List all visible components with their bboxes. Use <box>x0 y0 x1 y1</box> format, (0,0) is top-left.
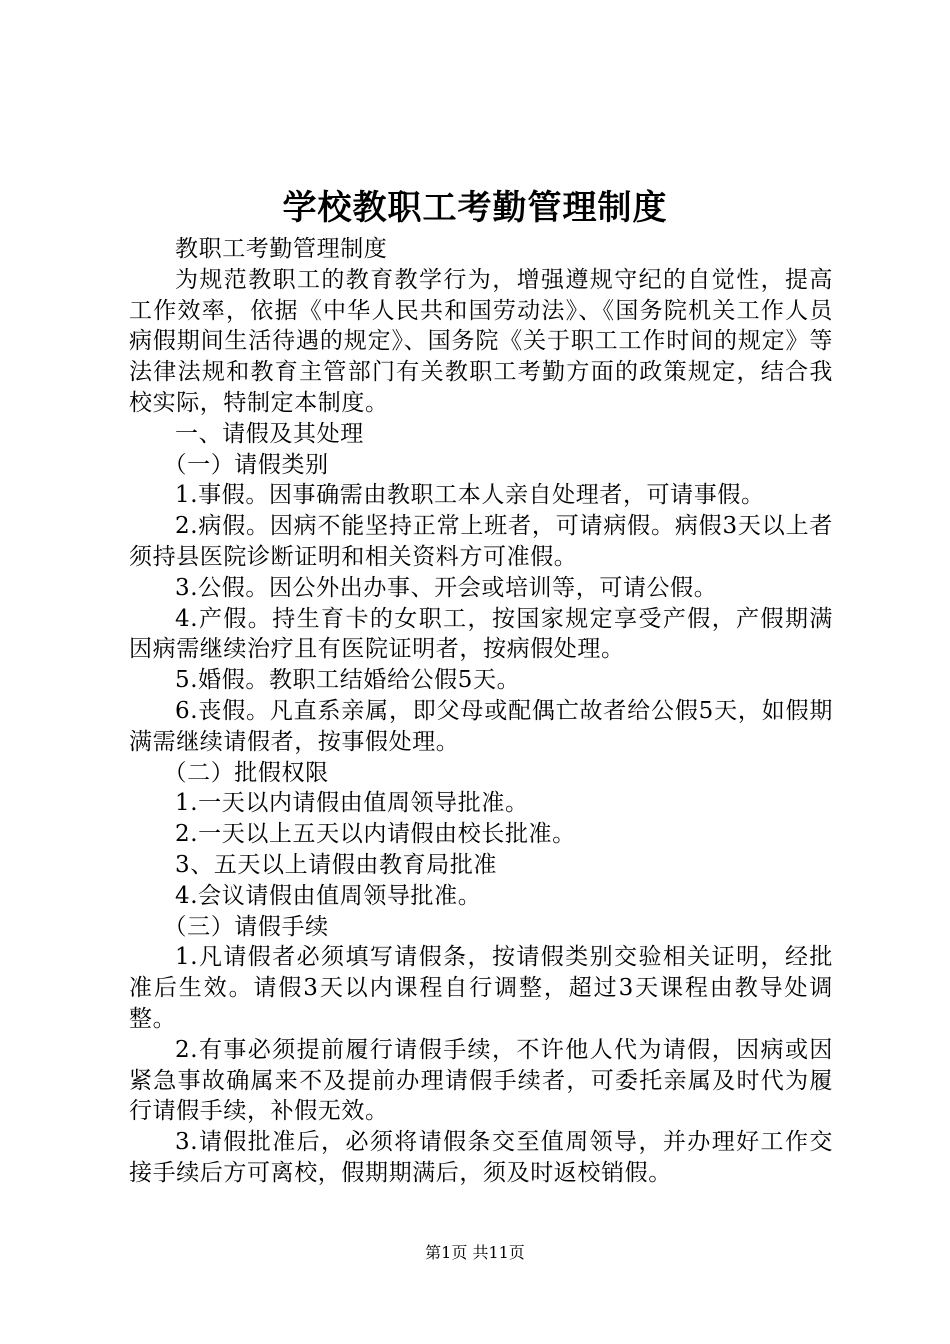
document-title: 学校教职工考勤管理制度 <box>282 188 668 228</box>
section-heading: 一、请假及其处理 <box>175 420 364 447</box>
list-item: 1.事假。因事确需由教职工本人亲自处理者，可请事假。 <box>175 482 765 509</box>
list-item: 3、五天以上请假由教育局批准 <box>175 851 498 878</box>
list-item: 3.公假。因公外出办事、开会或培训等，可请公假。 <box>175 574 718 601</box>
subsection-heading: （二）批假权限 <box>163 759 329 786</box>
list-item: 5.婚假。教职工结婚给公假5天。 <box>175 667 521 694</box>
subtitle-paragraph: 教职工考勤管理制度 <box>175 236 388 262</box>
list-item: 4.产假。持生育卡的女职工，按国家规定享受产假，产假期满因病需继续治疗且有医院证明者，按病假处理。 <box>129 605 833 663</box>
page-footer: 第1页 共11页 <box>425 1243 525 1262</box>
list-item: 6.丧假。凡直系亲属，即父母或配偶亡故者给公假5天，如假期满需继续请假者，按事假处理。 <box>129 697 833 755</box>
subsection-heading: （三）请假手续 <box>163 913 329 940</box>
list-item: 2.有事必须提前履行请假手续，不许他人代为请假，因病或因紧急事故确属来不及提前办理请假手续者，可委托亲属及时代为履行请假手续，补假无效。 <box>129 1036 833 1125</box>
list-item: 2.病假。因病不能坚持正常上班者，可请病假。病假3天以上者须持县医院诊断证明和相关资料方可准假。 <box>129 513 833 570</box>
list-item: 3.请假批准后，必须将请假条交至值周领导，并办理好工作交接手续后方可离校，假期期满后，须及时返校销假。 <box>129 1129 833 1186</box>
list-item: 1.凡请假者必须填写请假条，按请假类别交验相关证明，经批准后生效。请假3天以内课程自行调整，超过3天课程由教导处调整。 <box>129 944 833 1032</box>
document-body <box>129 234 833 1189</box>
list-item: 4.会议请假由值周领导批准。 <box>175 882 482 909</box>
intro-paragraph: 为规范教职工的教育教学行为，增强遵规守纪的自觉性，提高工作效率，依据《中华人民共和国劳动法》、《国务院机关工作人员病假期间生活待遇的规定》、国务院《关于职工工作时间的规定》等法律法规和教育主管部门有关教职工考勤方面的政策规定，结合我校实际，特制定本制度。 <box>129 266 833 416</box>
subsection-heading: （一）请假类别 <box>163 451 329 478</box>
list-item: 2.一天以上五天以内请假由校长批准。 <box>175 821 576 848</box>
list-item: 1.一天以内请假由值周领导批准。 <box>175 790 529 817</box>
